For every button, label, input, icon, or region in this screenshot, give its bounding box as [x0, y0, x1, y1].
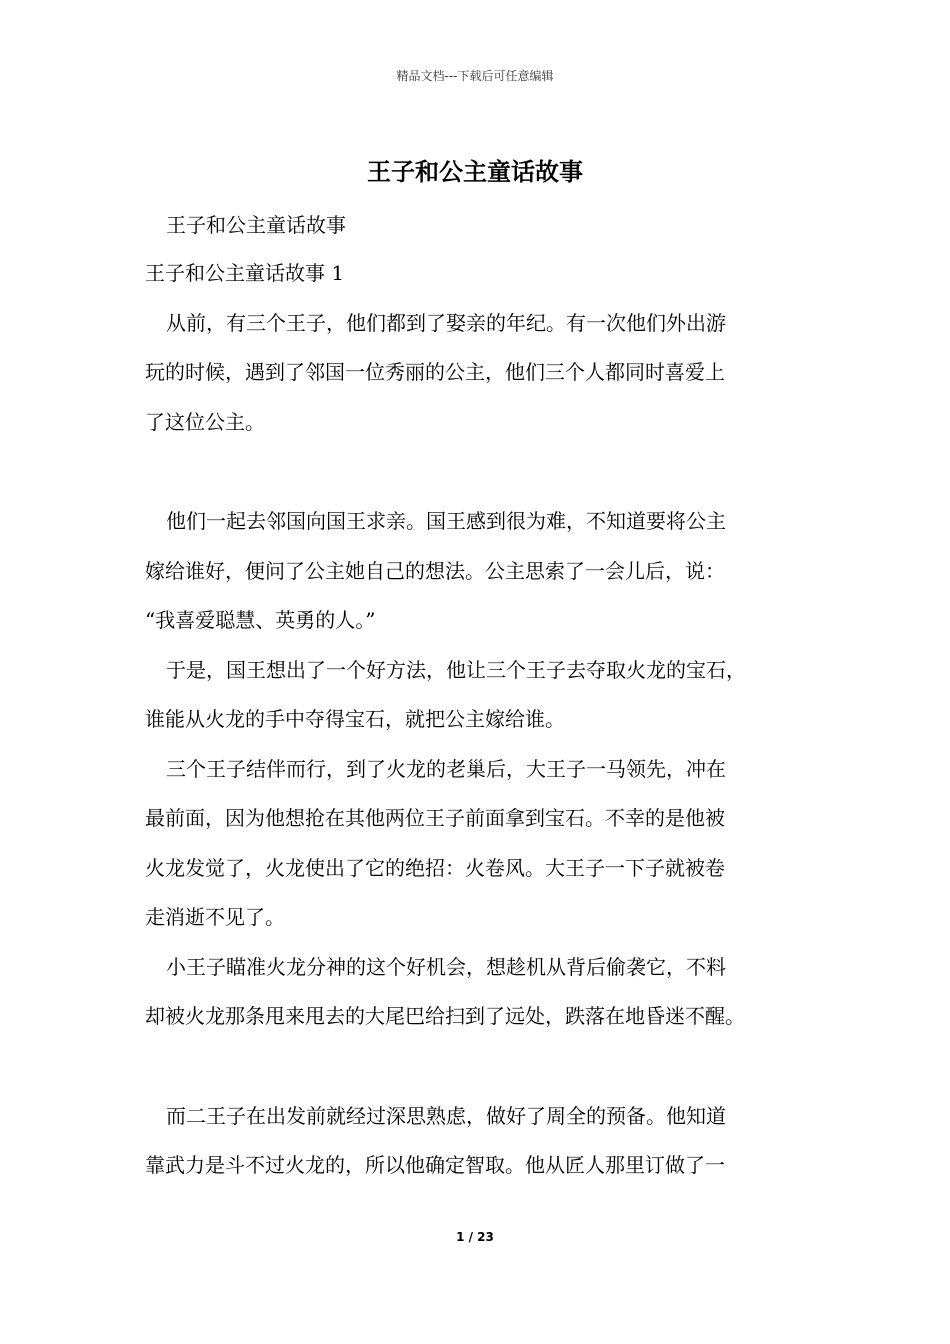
- paragraph-line: 于是，国王想出了一个好方法，他让三个王子去夺取火龙的宝石，: [166, 658, 746, 682]
- paragraph-line: 他们一起去邻国向国王求亲。国王感到很为难，不知道要将公主: [166, 509, 726, 533]
- paragraph-line: 三个王子结伴而行，到了火龙的老巢后，大王子一马领先，冲在: [166, 757, 726, 781]
- paragraph-line: 嫁给谁好，便问了公主她自己的想法。公主思索了一会儿后，说：: [145, 559, 725, 583]
- paragraph-line: 走消逝不见了。: [145, 905, 285, 929]
- page-number: 1 / 23: [456, 1230, 494, 1244]
- paragraph-line: 玩的时候，遇到了邻国一位秀丽的公主，他们三个人都同时喜爱上: [145, 360, 725, 384]
- document-title: 王子和公主童话故事: [367, 158, 583, 186]
- paragraph-line: 王子和公主童话故事 1: [145, 261, 345, 285]
- paragraph-line: 王子和公主童话故事: [166, 213, 346, 237]
- paragraph-line: 却被火龙那条甩来甩去的大尾巴给扫到了远处，跌落在地昏迷不醒。: [145, 1004, 745, 1028]
- page-header: 精品文档---下载后可任意编辑: [396, 69, 554, 83]
- paragraph-line: 谁能从火龙的手中夺得宝石，就把公主嫁给谁。: [145, 707, 565, 731]
- paragraph-line: 从前，有三个王子，他们都到了娶亲的年纪。有一次他们外出游: [166, 311, 726, 335]
- paragraph-line: 火龙发觉了，火龙使出了它的绝招：火卷风。大王子一下子就被卷: [145, 856, 725, 880]
- paragraph-line: 最前面，因为他想抢在其他两位王子前面拿到宝石。不幸的是他被: [145, 806, 725, 830]
- paragraph-line: 靠武力是斗不过火龙的，所以他确定智取。他从匠人那里订做了一: [145, 1153, 725, 1177]
- paragraph-line: 了这位公主。: [145, 410, 265, 434]
- paragraph-line: 小王子瞄准火龙分神的这个好机会，想趁机从背后偷袭它，不料: [166, 955, 726, 979]
- paragraph-line: 而二王子在出发前就经过深思熟虑，做好了周全的预备。他知道: [166, 1104, 726, 1128]
- paragraph-line: “我喜爱聪慧、英勇的人。”: [145, 608, 376, 632]
